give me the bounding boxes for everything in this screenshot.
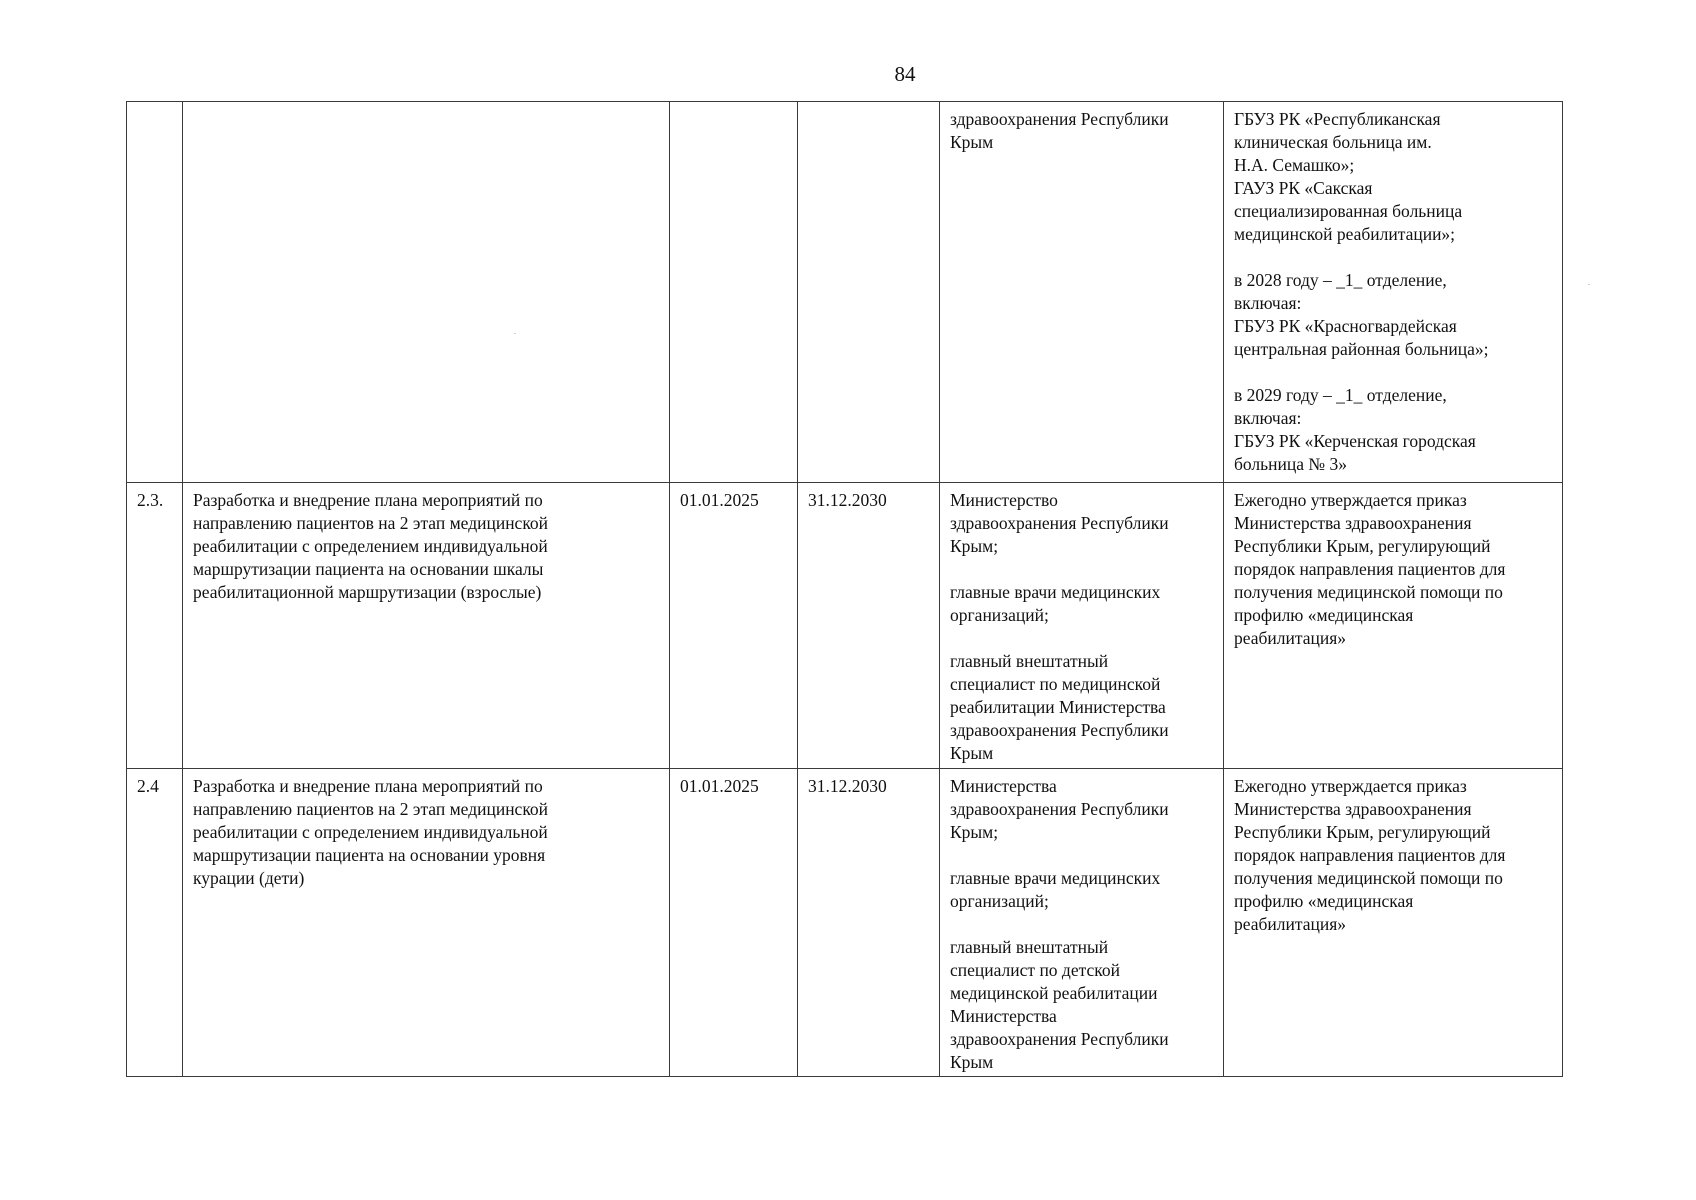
cell-line: Министерства здравоохранения bbox=[1234, 799, 1472, 819]
table-row bbox=[127, 102, 1563, 483]
cell-line: реабилитации с определением индивидуальной bbox=[193, 822, 548, 842]
end-date: 31.12.2030 bbox=[808, 490, 887, 510]
cell-line bbox=[950, 627, 1213, 650]
start-date: 01.01.2025 bbox=[680, 490, 759, 510]
event-cell bbox=[183, 102, 670, 483]
cell-line: Разработка и внедрение плана мероприятий по bbox=[193, 776, 543, 796]
cell-line: включая: bbox=[1234, 408, 1302, 428]
cell-line: в 2029 году – _1_ отделение, bbox=[1234, 385, 1447, 405]
cell-line: Разработка и внедрение плана мероприятий по bbox=[193, 490, 543, 510]
cell-line: профилю «медицинская bbox=[1234, 891, 1414, 911]
cell-line: здравоохранения Республики bbox=[950, 513, 1169, 533]
activity-table bbox=[126, 101, 1563, 1077]
scan-speck bbox=[514, 333, 516, 334]
cell-line: Министерства bbox=[950, 1006, 1057, 1026]
cell-line bbox=[950, 844, 1213, 867]
cell-line: направлению пациентов на 2 этап медицинской bbox=[193, 513, 549, 533]
cell-line: курации (дети) bbox=[193, 868, 305, 888]
cell-line: больница № 3» bbox=[1234, 454, 1347, 474]
cell-line: Министерство bbox=[950, 490, 1058, 510]
cell-line: получения медицинской помощи по bbox=[1234, 582, 1503, 602]
event-cell bbox=[183, 483, 670, 769]
cell-line: ГБУЗ РК «Республиканская bbox=[1234, 109, 1441, 129]
cell-line: организаций; bbox=[950, 605, 1049, 625]
start-date: 01.01.2025 bbox=[680, 776, 759, 796]
page-number: 84 bbox=[894, 62, 916, 86]
responsible-cell bbox=[940, 769, 1224, 1077]
start-date-cell bbox=[670, 102, 798, 483]
cell-line: Крым bbox=[950, 743, 994, 763]
cell-line: главный внештатный bbox=[950, 651, 1109, 671]
cell-line: порядок направления пациентов для bbox=[1234, 559, 1506, 579]
cell-line: Крым; bbox=[950, 822, 999, 842]
row-number-cell bbox=[127, 769, 183, 1077]
cell-line: ГБУЗ РК «Керченская городская bbox=[1234, 431, 1476, 451]
cell-line: Республики Крым, регулирующий bbox=[1234, 822, 1491, 842]
row-number-cell bbox=[127, 483, 183, 769]
cell-line: реабилитации с определением индивидуальной bbox=[193, 536, 548, 556]
row-number: 2.4 bbox=[137, 776, 159, 796]
cell-line: здравоохранения Республики bbox=[950, 799, 1169, 819]
cell-line: реабилитационной маршрутизации (взрослые) bbox=[193, 582, 542, 602]
cell-line: центральная районная больница»; bbox=[1234, 339, 1489, 359]
cell-line: Крым; bbox=[950, 536, 999, 556]
cell-line: Республики Крым, регулирующий bbox=[1234, 536, 1491, 556]
cell-line: главный внештатный bbox=[950, 937, 1109, 957]
responsible-cell bbox=[940, 483, 1224, 769]
cell-line: реабилитация» bbox=[1234, 628, 1347, 648]
cell-line: специалист по медицинской bbox=[950, 674, 1161, 694]
cell-line: Ежегодно утверждается приказ bbox=[1234, 490, 1467, 510]
cell-line: здравоохранения Республики bbox=[950, 720, 1169, 740]
responsible-cell bbox=[940, 102, 1224, 483]
cell-line: организаций; bbox=[950, 891, 1049, 911]
start-date-cell bbox=[670, 769, 798, 1077]
table-row bbox=[127, 769, 1563, 1077]
row-number-cell bbox=[127, 102, 183, 483]
cell-line bbox=[950, 558, 1213, 581]
cell-line bbox=[1234, 246, 1552, 269]
cell-line: реабилитации Министерства bbox=[950, 697, 1166, 717]
cell-line: главные врачи медицинских bbox=[950, 868, 1161, 888]
end-date-cell bbox=[798, 769, 940, 1077]
end-date: 31.12.2030 bbox=[808, 776, 887, 796]
cell-line: Ежегодно утверждается приказ bbox=[1234, 776, 1467, 796]
start-date-cell bbox=[670, 483, 798, 769]
cell-line: маршрутизации пациента на основании уровня bbox=[193, 845, 546, 865]
result-cell bbox=[1224, 769, 1563, 1077]
cell-line: клиническая больница им. bbox=[1234, 132, 1432, 152]
event-cell bbox=[183, 769, 670, 1077]
cell-line bbox=[1234, 361, 1552, 384]
cell-line: порядок направления пациентов для bbox=[1234, 845, 1506, 865]
cell-line: в 2028 году – _1_ отделение, bbox=[1234, 270, 1447, 290]
cell-line: медицинской реабилитации»; bbox=[1234, 224, 1456, 244]
end-date-cell bbox=[798, 483, 940, 769]
scan-speck bbox=[1588, 284, 1590, 285]
cell-line: ГБУЗ РК «Красногвардейская bbox=[1234, 316, 1457, 336]
cell-line: специализированная больница bbox=[1234, 201, 1463, 221]
cell-line: здравоохранения Республики bbox=[950, 109, 1169, 129]
cell-line: реабилитация» bbox=[1234, 914, 1347, 934]
cell-line: получения медицинской помощи по bbox=[1234, 868, 1503, 888]
table-row bbox=[127, 483, 1563, 769]
cell-line: Крым bbox=[950, 1052, 994, 1072]
cell-line: направлению пациентов на 2 этап медицинской bbox=[193, 799, 549, 819]
cell-line: профилю «медицинская bbox=[1234, 605, 1414, 625]
cell-line: медицинской реабилитации bbox=[950, 983, 1158, 1003]
cell-line: здравоохранения Республики bbox=[950, 1029, 1169, 1049]
cell-line: Крым bbox=[950, 132, 994, 152]
cell-line: маршрутизации пациента на основании шкалы bbox=[193, 559, 544, 579]
result-cell bbox=[1224, 102, 1563, 483]
row-number: 2.3. bbox=[137, 490, 164, 510]
result-cell bbox=[1224, 483, 1563, 769]
cell-line: ГАУЗ РК «Сакская bbox=[1234, 178, 1373, 198]
cell-line: Н.А. Семашко»; bbox=[1234, 155, 1355, 175]
cell-line: главные врачи медицинских bbox=[950, 582, 1161, 602]
cell-line: специалист по детской bbox=[950, 960, 1120, 980]
cell-line: включая: bbox=[1234, 293, 1302, 313]
cell-line: Министерства здравоохранения bbox=[1234, 513, 1472, 533]
end-date-cell bbox=[798, 102, 940, 483]
cell-line bbox=[950, 913, 1213, 936]
cell-line: Министерства bbox=[950, 776, 1057, 796]
